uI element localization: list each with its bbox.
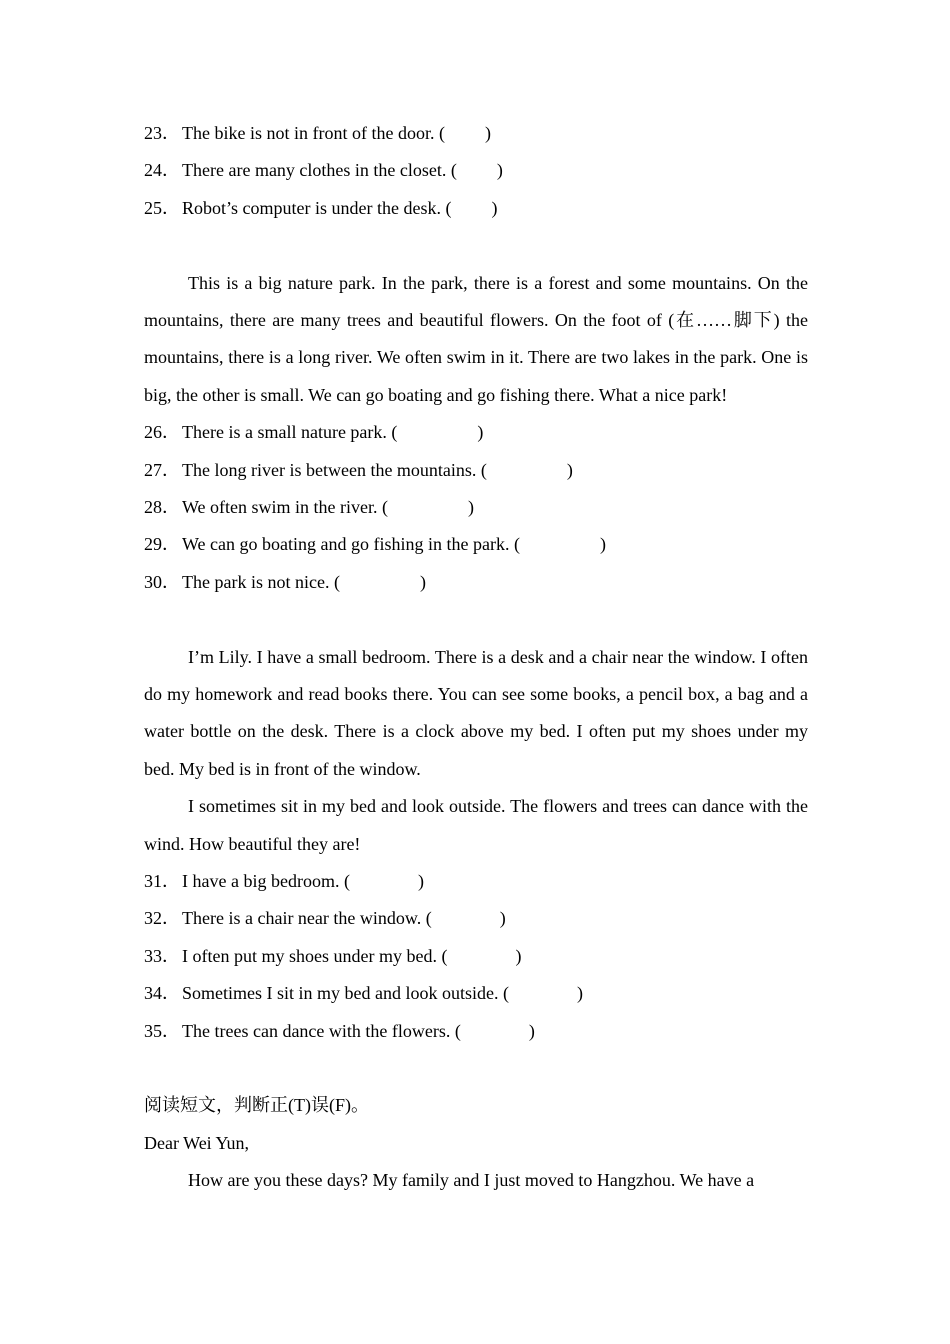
closing-paren: )	[491, 197, 498, 218]
question-text: There are many clothes in the closet. (	[182, 160, 457, 181]
closing-paren: )	[419, 571, 426, 592]
question-item	[144, 564, 808, 601]
closing-paren: )	[528, 1020, 535, 1041]
question-item	[144, 190, 808, 227]
question-item	[144, 152, 808, 189]
section-gap	[144, 227, 808, 264]
section2-questions	[144, 414, 808, 601]
question-item	[144, 900, 808, 937]
question-item	[144, 452, 808, 489]
question-number: 32．	[144, 908, 180, 929]
question-item	[144, 863, 808, 900]
closing-paren: )	[576, 983, 583, 1004]
question-number: 28．	[144, 496, 180, 517]
question-text: We often swim in the river. (	[182, 496, 388, 517]
closing-paren: )	[417, 870, 424, 891]
worksheet-page	[144, 115, 808, 1200]
closing-paren: )	[499, 908, 506, 929]
closing-paren: )	[515, 945, 522, 966]
question-number: 34．	[144, 983, 180, 1004]
section2-passage: This is a big nature park. In the park, there is a forest and some mountains. On the mountains, there are many trees and beautiful flowers. On the foot of (在……脚下) the mountains, there is a long river. We often swim in it. There are two lakes in the park. One is big, the other is small. We can go boating and go fishing there. What a nice park!	[144, 272, 808, 405]
closing-paren: )	[484, 123, 491, 143]
question-item	[144, 975, 808, 1012]
question-number: 29．	[144, 534, 180, 555]
section3-passage-2: I sometimes sit in my bed and look outside. The flowers and trees can dance with the wind. How beautiful they are!	[144, 796, 808, 854]
question-number: 24．	[144, 160, 180, 181]
question-text: Sometimes I sit in my bed and look outside. (	[182, 983, 509, 1004]
section4-instruction: 阅读短文，判断正(T)误(F)。	[144, 1095, 369, 1116]
letter-passage-start: How are you these days? My family and I just moved to Hangzhou. We have a	[188, 1170, 755, 1191]
section-gap	[144, 1050, 808, 1087]
section3-questions	[144, 863, 808, 1050]
question-number: 30．	[144, 571, 180, 592]
section1-questions	[144, 115, 808, 227]
question-number: 25．	[144, 197, 180, 218]
question-text: We can go boating and go fishing in the park. (	[182, 534, 520, 555]
closing-paren: )	[496, 160, 503, 181]
question-number: 31．	[144, 870, 180, 891]
question-number: 23．	[144, 123, 180, 143]
closing-paren: )	[468, 496, 474, 517]
closing-paren: )	[477, 422, 484, 443]
question-text: The bike is not in front of the door. (	[182, 123, 445, 143]
question-text: The long river is between the mountains. (	[182, 459, 487, 480]
question-item	[144, 489, 808, 526]
question-number: 33．	[144, 945, 180, 966]
question-item	[144, 526, 808, 563]
question-number: 35．	[144, 1020, 180, 1041]
question-text: The park is not nice. (	[182, 571, 340, 592]
question-item	[144, 414, 808, 451]
question-text: There is a chair near the window. (	[182, 908, 432, 929]
question-number: 27．	[144, 459, 180, 480]
question-text: I have a big bedroom. (	[182, 870, 350, 891]
section3-passage-1: I’m Lily. I have a small bedroom. There is a desk and a chair near the window. I often do my homework and read books there. You can see some books, a pencil box, a bag and a water bottle on the desk. There is a clock above my bed. I often put my shoes under my bed. My bed is in front of the window.	[144, 646, 808, 779]
question-text: The trees can dance with the flowers. (	[182, 1020, 461, 1041]
letter-greeting: Dear Wei Yun,	[144, 1132, 250, 1153]
question-text: I often put my shoes under my bed. (	[182, 945, 448, 966]
closing-paren: )	[566, 459, 573, 480]
question-text: Robot’s computer is under the desk. (	[182, 197, 452, 218]
question-number: 26．	[144, 422, 180, 443]
question-item	[144, 938, 808, 975]
question-item	[144, 115, 808, 152]
question-text: There is a small nature park. (	[182, 422, 398, 443]
section-gap	[144, 601, 808, 638]
closing-paren: )	[599, 534, 606, 555]
question-item	[144, 1013, 808, 1050]
